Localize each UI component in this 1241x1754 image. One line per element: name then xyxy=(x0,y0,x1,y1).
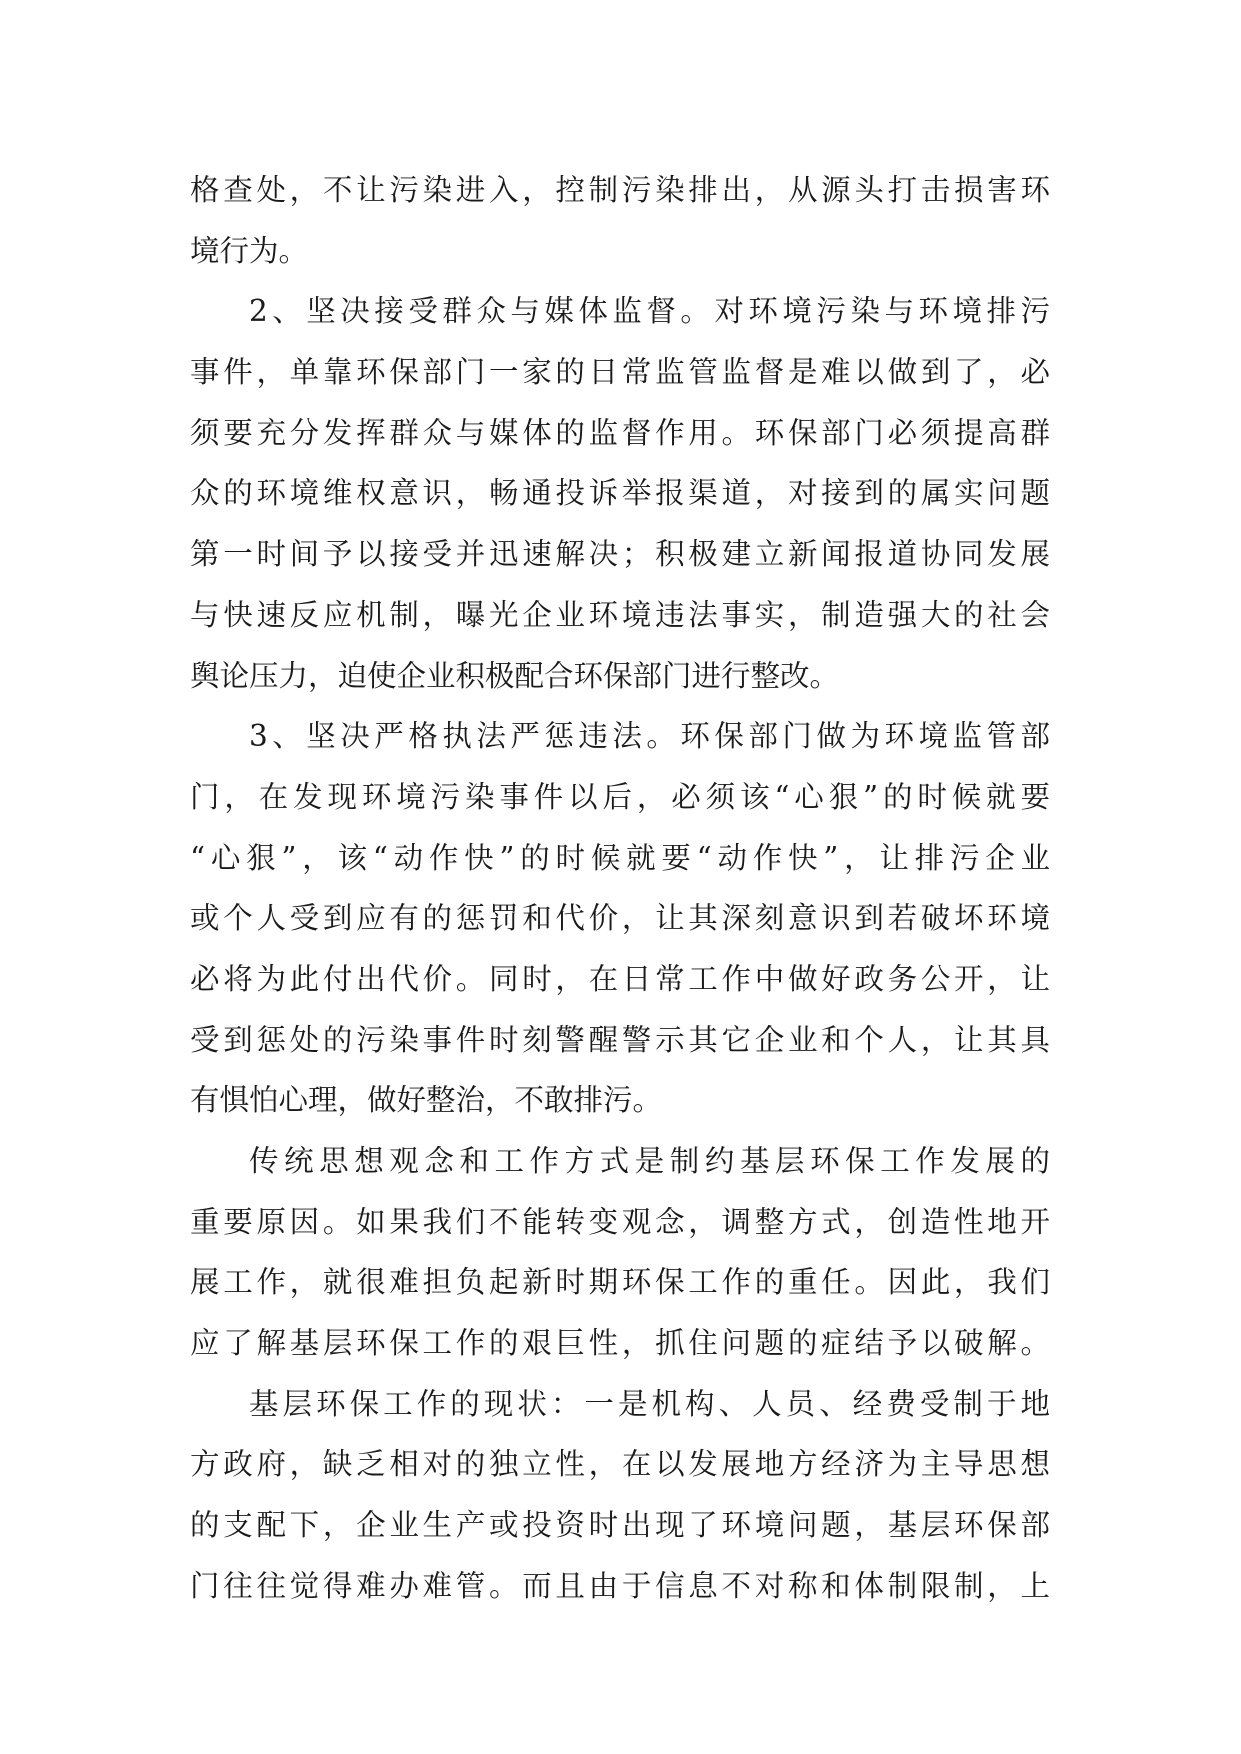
text-line: 展工作，就很难担负起新时期环保工作的重任。因此，我们 xyxy=(190,1265,1050,1300)
text-line: “心狠”，该“动作快”的时候就要“动作快”，让排污企业 xyxy=(190,840,1050,875)
text-line: 事件，单靠环保部门一家的日常监管监督是难以做到了，必 xyxy=(190,355,1050,390)
paragraph-first-line: 3、坚决严格执法严惩违法。环保部门做为环境监管部 xyxy=(249,719,1050,754)
text-line: 须要充分发挥群众与媒体的监督作用。环保部门必须提高群 xyxy=(190,415,1050,450)
text-line: 众的环境维权意识，畅通投诉举报渠道，对接到的属实问题 xyxy=(190,476,1050,511)
text-line: 格查处，不让污染进入，控制污染排出，从源头打击损害环 xyxy=(190,173,1050,207)
text-line: 受到惩处的污染事件时刻警醒警示其它企业和个人，让其具 xyxy=(190,1022,1050,1057)
text-line: 第一时间予以接受并迅速解决；积极建立新闻报道协同发展 xyxy=(190,537,1050,572)
text-line: 应了解基层环保工作的艰巨性，抓住问题的症结予以破解。 xyxy=(190,1326,1050,1361)
paragraph-first-line: 传统思想观念和工作方式是制约基层环保工作发展的 xyxy=(249,1144,1050,1178)
text-line: 门往往觉得难办难管。而且由于信息不对称和体制限制，上 xyxy=(190,1568,1050,1603)
text-line: 与快速反应机制，曝光企业环境违法事实，制造强大的社会 xyxy=(190,597,1050,632)
text-line: 有惧怕心理，做好整治，不敢排污。 xyxy=(190,1083,663,1118)
text-line: 方政府，缺乏相对的独立性，在以发展地方经济为主导思想 xyxy=(190,1447,1050,1482)
text-line: 舆论压力，迫使企业积极配合环保部门进行整改。 xyxy=(190,658,840,693)
text-line: 重要原因。如果我们不能转变观念，调整方式，创造性地开 xyxy=(190,1204,1050,1239)
text-line: 的支配下，企业生产或投资时出现了环境问题，基层环保部 xyxy=(190,1508,1050,1543)
text-line: 境行为。 xyxy=(190,233,309,268)
paragraph-first-line: 2、坚决接受群众与媒体监督。对环境污染与环境排污 xyxy=(249,294,1050,329)
text-line: 或个人受到应有的惩罚和代价，让其深刻意识到若破坏环境 xyxy=(190,901,1050,936)
paragraph-first-line: 基层环保工作的现状：一是机构、人员、经费受制于地 xyxy=(249,1386,1050,1421)
text-line: 必将为此付出代价。同时，在日常工作中做好政务公开，让 xyxy=(190,961,1050,996)
text-line: 门，在发现环境污染事件以后，必须该“心狠”的时候就要 xyxy=(190,779,1050,814)
document-body xyxy=(190,160,1050,1617)
